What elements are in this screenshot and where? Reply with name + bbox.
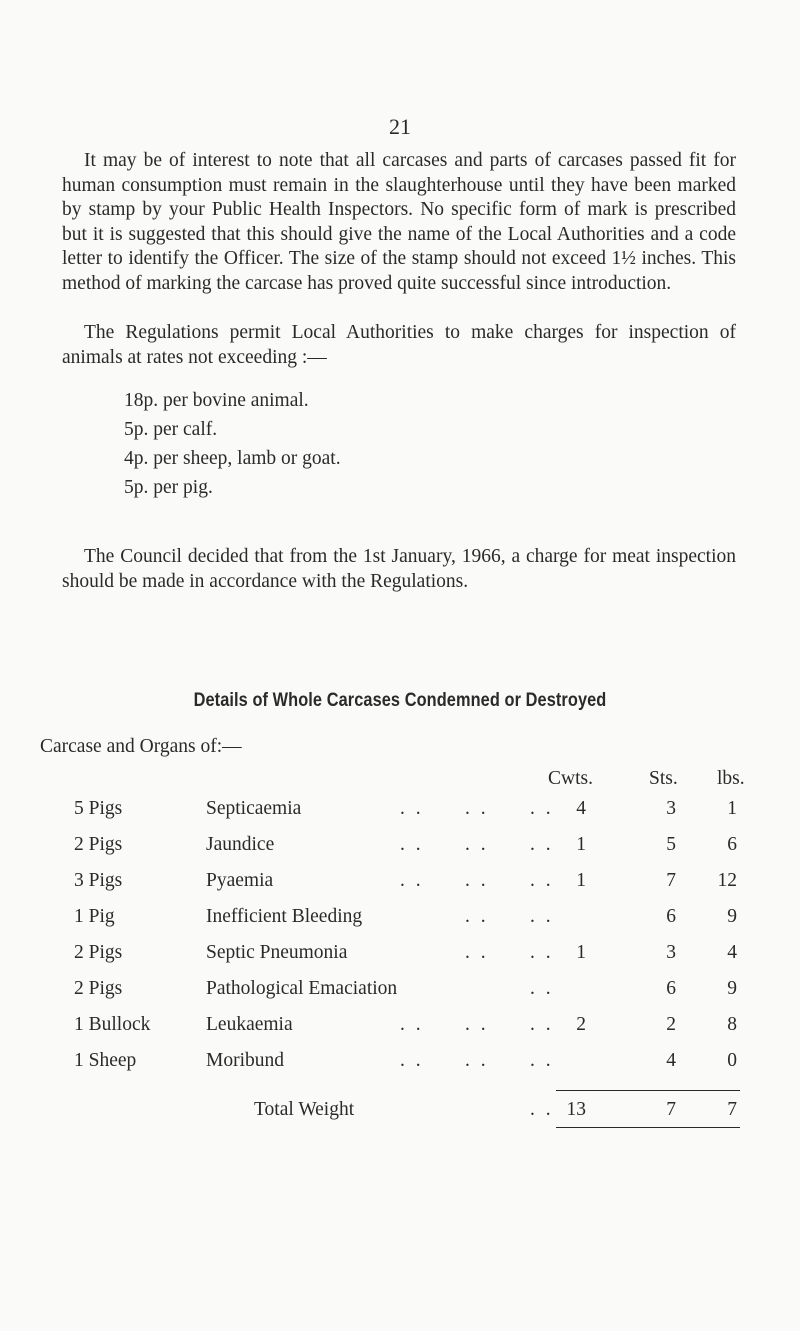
animal-cell: 5 Pigs (74, 798, 123, 819)
leader-dots: . . (465, 1014, 489, 1035)
leader-dots: . . (400, 798, 424, 819)
total-rule-top (556, 1090, 740, 1091)
leader-dots: . . (465, 1050, 489, 1071)
animal-cell: 1 Pig (74, 906, 115, 927)
total-cwts: 13 (566, 1099, 586, 1120)
leader-dots: . . (530, 1099, 554, 1120)
condition-cell: Moribund (206, 1050, 284, 1071)
lbs-cell: 12 (717, 870, 737, 891)
condition-cell: Septic Pneumonia (206, 942, 348, 963)
condition-cell: Pathological Emaciation (206, 978, 398, 999)
sts-cell: 3 (666, 942, 676, 963)
condition-cell: Leukaemia (206, 1014, 293, 1035)
leader-dots: . . (530, 906, 554, 927)
section-heading: Details of Whole Carcases Condemned or Destroyed (193, 690, 607, 711)
sts-cell: 4 (666, 1050, 676, 1071)
leader-dots: . . (530, 870, 554, 891)
column-header-sts: Sts. (649, 768, 678, 789)
leader-dots: . . (465, 798, 489, 819)
lbs-cell: 1 (727, 798, 737, 819)
leader-dots: . . (530, 1050, 554, 1071)
leader-dots: . . (530, 978, 554, 999)
rate-item: 5p. per pig. (124, 477, 213, 498)
sts-cell: 6 (666, 978, 676, 999)
animal-cell: 2 Pigs (74, 942, 123, 963)
sts-cell: 6 (666, 906, 676, 927)
total-rule-bottom (556, 1127, 740, 1128)
lbs-cell: 6 (727, 834, 737, 855)
leader-dots: . . (530, 834, 554, 855)
column-header-cwts: Cwts. (548, 768, 593, 789)
cwts-cell: 4 (576, 798, 586, 819)
total-label: Total Weight (254, 1099, 355, 1120)
leader-dots: . . (530, 942, 554, 963)
animal-cell: 1 Bullock (74, 1014, 151, 1035)
animal-cell: 1 Sheep (74, 1050, 137, 1071)
column-header-lbs: lbs. (717, 768, 745, 789)
paragraph-council-decision: The Council decided that from the 1st January, 1966, a charge for meat inspection should be made in accordance with the Regulations. (62, 546, 736, 592)
total-lbs: 7 (727, 1099, 737, 1120)
charge-rates-list (124, 386, 341, 502)
leader-dots: . . (465, 906, 489, 927)
table-intro: Carcase and Organs of:— (40, 736, 242, 757)
sts-cell: 3 (666, 798, 676, 819)
rate-item: 18p. per bovine animal. (124, 390, 309, 411)
sts-cell: 2 (666, 1014, 676, 1035)
cwts-cell: 2 (576, 1014, 586, 1035)
leader-dots: . . (530, 1014, 554, 1035)
lbs-cell: 9 (727, 906, 737, 927)
rate-item: 4p. per sheep, lamb or goat. (124, 448, 341, 469)
animal-cell: 2 Pigs (74, 978, 123, 999)
leader-dots: . . (400, 1014, 424, 1035)
leader-dots: . . (530, 798, 554, 819)
total-sts: 7 (666, 1099, 676, 1120)
condition-cell: Jaundice (206, 834, 275, 855)
page-number: 21 (389, 114, 411, 139)
lbs-cell: 9 (727, 978, 737, 999)
condition-cell: Septicaemia (206, 798, 302, 819)
sts-cell: 7 (666, 870, 676, 891)
animal-cell: 2 Pigs (74, 834, 123, 855)
rate-item: 5p. per calf. (124, 419, 218, 440)
cwts-cell: 1 (576, 942, 586, 963)
leader-dots: . . (465, 834, 489, 855)
leader-dots: . . (400, 834, 424, 855)
cwts-cell: 1 (576, 834, 586, 855)
condition-cell: Inefficient Bleeding (206, 906, 363, 927)
paragraph-inspection-charges: The Regulations permit Local Authorities to make charges for inspection of animals at rates not exceeding :— (62, 322, 736, 368)
leader-dots: . . (465, 870, 489, 891)
condition-cell: Pyaemia (206, 870, 274, 891)
leader-dots: . . (400, 870, 424, 891)
lbs-cell: 4 (727, 942, 737, 963)
leader-dots: . . (400, 1050, 424, 1071)
leader-dots: . . (465, 942, 489, 963)
paragraph-stamp-marking: It may be of interest to note that all carcases and parts of carcases passed fit for human consumption must remain in the slaughterhouse until they have been marked by stamp by your Public Health Inspectors. No specific form of mark is prescribed but it is suggested that this should give the name of the Local Authorities and a code letter to identify the Officer. The size of the stamp should not exceed 1½ inches. This method of marking the carcase has proved quite successful since introduction. (62, 150, 736, 294)
sts-cell: 5 (666, 834, 676, 855)
animal-cell: 3 Pigs (74, 870, 123, 891)
cwts-cell: 1 (576, 870, 586, 891)
lbs-cell: 8 (727, 1014, 737, 1035)
lbs-cell: 0 (727, 1050, 737, 1071)
